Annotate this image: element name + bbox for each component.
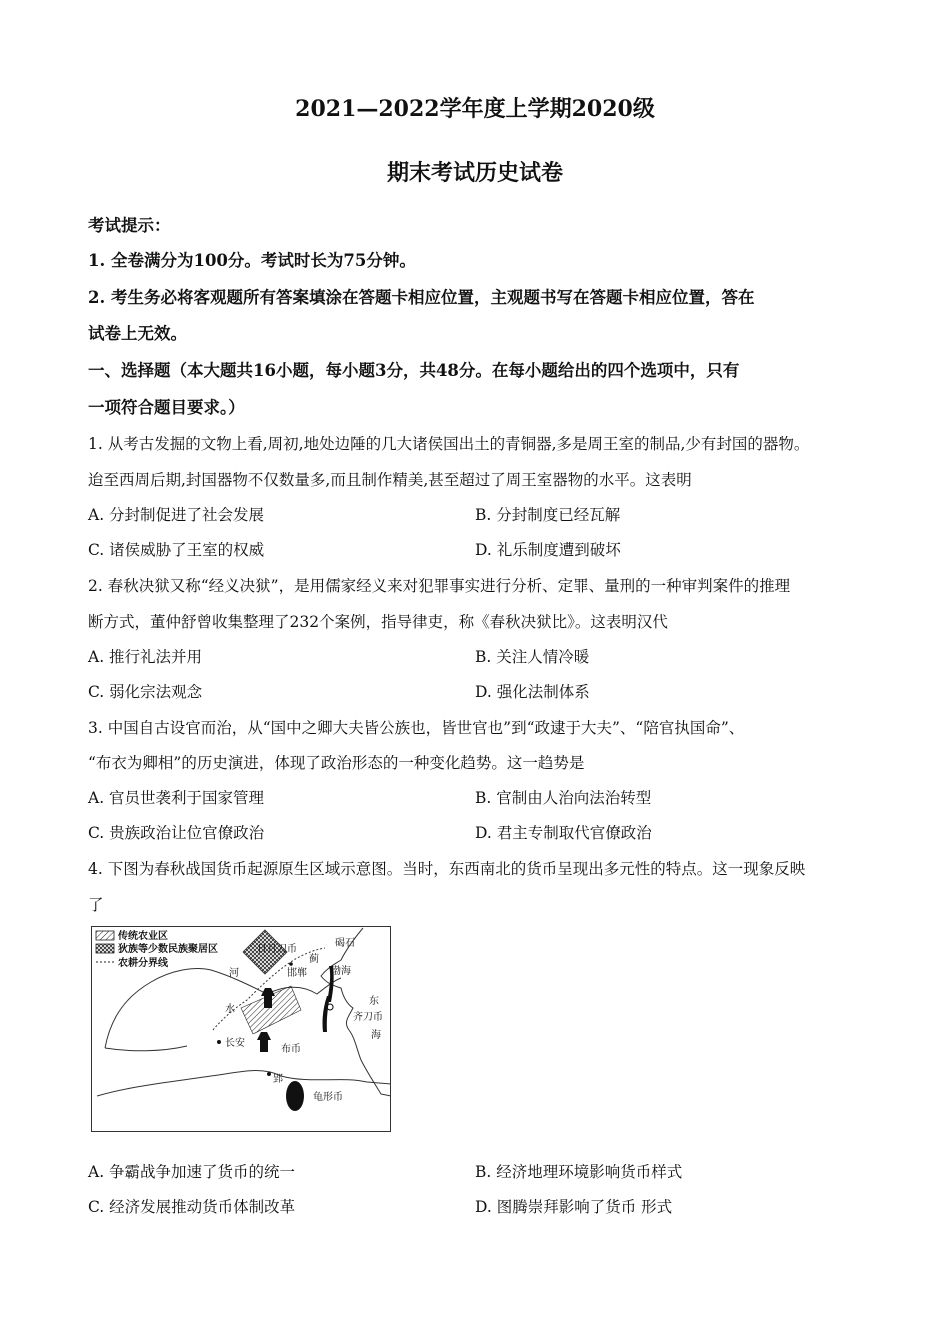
- q3-option-d[interactable]: D. 君主专制取代官僚政治: [475, 824, 652, 842]
- chang-an-dot: [217, 1040, 221, 1044]
- legend-boundary-label: 农耕分界线: [118, 958, 168, 969]
- q2-option-d[interactable]: D. 强化法制体系: [475, 683, 590, 701]
- tips-item-2-line-1: 2. 考生务必将客观题所有答案填涂在答题卡相应位置，主观题书写在答题卡相应位置，答在: [88, 288, 755, 307]
- q2-stem-line-2: 断方式，董仲舒曾收集整理了232个案例，指导律吏，称《春秋决狱比》。这表明汉代: [88, 613, 668, 631]
- label-ying: 郢: [273, 1074, 283, 1085]
- q1-option-a[interactable]: A. 分封制促进了社会发展: [88, 506, 265, 524]
- q3-stem-line-1: 3. 中国自古设官而治，从“国中之卿大夫皆公族也，皆世官也”到“政逮于大夫”、“陪官执国命”、: [88, 719, 745, 737]
- label-dong: 东: [369, 996, 379, 1007]
- exam-title-year: 2021—2022学年度上学期2020级: [295, 96, 655, 122]
- legend-farm-swatch: [96, 931, 114, 940]
- currency-origin-map: [91, 926, 391, 1132]
- section-heading-line-1: 一、选择题（本大题共16小题，每小题3分，共48分。在每小题给出的四个选项中，只有: [88, 361, 740, 380]
- label-qi-dao: 齐刀币: [353, 1012, 383, 1023]
- q4-option-a[interactable]: A. 争霸战争加速了货币的统一: [88, 1163, 296, 1181]
- q3-option-b[interactable]: B. 官制由人治向法治转型: [475, 789, 652, 807]
- section-heading-line-2: 一项符合题目要求。）: [88, 398, 245, 417]
- q2-option-a[interactable]: A. 推行礼法并用: [88, 648, 203, 666]
- ying-dot: [267, 1072, 271, 1076]
- label-bu-bi: 布币: [281, 1044, 301, 1055]
- q1-option-c[interactable]: C. 诸侯威胁了王室的权威: [88, 541, 265, 559]
- q4-stem-line-1: 4. 下图为春秋战国货币起源原生区域示意图。当时，东西南北的货币呈现出多元性的特点。这一现象反映: [88, 860, 806, 878]
- q3-stem-line-2: “布衣为卿相”的历史演进，体现了政治形态的一种变化趋势。这一趋势是: [88, 754, 585, 772]
- turtle-coin: [286, 1081, 304, 1111]
- legend-minority-swatch: [96, 944, 114, 953]
- label-hai: 海: [371, 1030, 381, 1041]
- label-he: 河: [229, 968, 239, 979]
- q4-option-c[interactable]: C. 经济发展推动货币体制改革: [88, 1198, 296, 1216]
- legend-farm-label: 传统农业区: [118, 931, 168, 942]
- q2-option-c[interactable]: C. 弱化宗法观念: [88, 683, 203, 701]
- label-ri-yue: 日月刀币: [257, 944, 297, 955]
- han-dan-dot: [289, 962, 293, 966]
- q4-stem-line-2: 了: [88, 896, 104, 914]
- label-han-dan: 邯郸: [287, 968, 307, 979]
- label-ji: 蓟: [309, 954, 319, 965]
- legend-minority-label: 狄族等少数民族聚居区: [118, 944, 218, 955]
- exam-title-subject: 期末考试历史试卷: [386, 160, 563, 186]
- q3-option-c[interactable]: C. 贵族政治让位官僚政治: [88, 824, 265, 842]
- q2-option-b[interactable]: B. 关注人情冷暖: [475, 648, 590, 666]
- label-shui: 水: [225, 1004, 235, 1015]
- q1-option-d[interactable]: D. 礼乐制度遭到破坏: [475, 541, 621, 559]
- q4-option-b[interactable]: B. 经济地理环境影响货币样式: [475, 1163, 683, 1181]
- tips-item-2-line-2: 试卷上无效。: [88, 324, 187, 343]
- q1-option-b[interactable]: B. 分封制度已经瓦解: [475, 506, 621, 524]
- q4-option-d[interactable]: D. 图腾崇拜影响了货币 形式: [475, 1198, 673, 1216]
- q3-option-a[interactable]: A. 官员世袭利于国家管理: [88, 789, 265, 807]
- label-bo-hai: 渤海: [331, 966, 351, 977]
- q1-stem-line-2: 迨至西周后期,封国器物不仅数量多,而且制作精美,甚至超过了周王室器物的水平。这表明: [88, 471, 692, 489]
- label-jie-shi: 碣石: [335, 938, 355, 949]
- label-gui-xing: 龟形币: [313, 1092, 343, 1103]
- label-chang-an: 长安: [225, 1038, 245, 1049]
- tips-item-1: 1. 全卷满分为100分。考试时长为75分钟。: [88, 251, 416, 270]
- tips-heading: 考试提示：: [88, 216, 171, 235]
- q2-stem-line-1: 2. 春秋决狱又称“经义决狱”，是用儒家经义来对犯罪事实进行分析、定罪、量刑的一种审判案件的推理: [88, 577, 791, 595]
- q1-stem-line-1: 1. 从考古发掘的文物上看,周初,地处边陲的几大诸侯国出土的青铜器,多是周王室的制品,少有封国的器物。: [88, 435, 810, 453]
